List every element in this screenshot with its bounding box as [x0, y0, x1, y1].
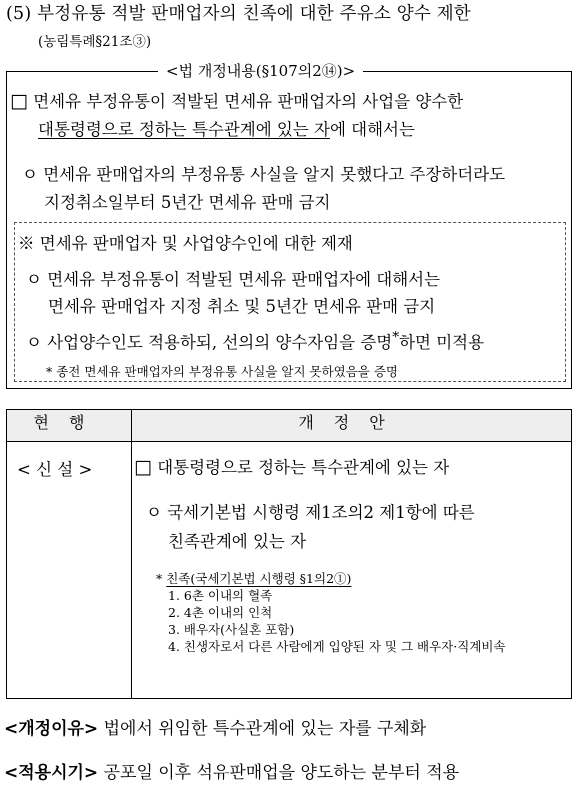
header-proposal: 개정안	[132, 410, 572, 442]
note-footnote: * 종전 면세유 판매업자의 부정유통 사실을 알지 못하였음을 증명	[46, 364, 398, 379]
table-row	[7, 442, 572, 699]
bullet-circle-icon: ㅇ	[26, 333, 42, 352]
reference-mark-icon: ※	[18, 234, 35, 253]
revision-label: <법 개정내용(§107의2⑭)>	[158, 60, 363, 81]
reason-text: 법에서 위임한 특수관계에 있는 자를 구체화	[103, 719, 427, 739]
revision-point-text1: 면세유 판매업자의 부정유통 사실을 알지 못했다고 주장하더라도	[43, 165, 506, 184]
checkbox-square-icon: □	[134, 456, 152, 478]
note-item2-line	[26, 329, 484, 353]
special-relation-underlined: 대통령령으로 정하는 특수관계에 있는 자	[38, 120, 330, 139]
note-item1-line2: 면세유 판매업자 지정 취소 및 5년간 면세유 판매 금지	[48, 297, 436, 316]
proposal-text: 대통령령으로 정하는 특수관계에 있는 자	[157, 458, 450, 477]
note-heading-line	[18, 230, 353, 254]
bullet-circle-icon: ㅇ	[22, 165, 38, 184]
footnote-star-icon: *	[156, 571, 163, 586]
list-item: 3. 배우자(사실혼 포함)	[168, 622, 295, 637]
revision-main-text1: 면세유 부정유통이 적발된 면세유 판매업자의 사업을 양수한	[33, 92, 464, 111]
section-title: (5) 부정유통 적발 판매업자의 친족에 대한 주유소 양수 제한	[6, 4, 471, 24]
proposal-line	[134, 454, 449, 478]
revision-main-line1	[10, 88, 463, 112]
note-item2-text: 사업양수인도 적용하되, 선의의 양수자임을 증명	[47, 333, 393, 352]
proposal-cell	[132, 442, 572, 699]
reason-line	[4, 714, 426, 739]
kin-title-line	[156, 570, 506, 587]
revision-main-line2	[38, 116, 415, 140]
effective-label: <적용시기>	[4, 763, 99, 783]
current-new-label: < 신 설 >	[17, 460, 93, 479]
proposal-sub-line1	[146, 499, 475, 523]
bullet-circle-icon: ㅇ	[146, 503, 162, 522]
note-item1-text1: 면세유 부정유통이 적발된 면세유 판매업자에 대해서는	[47, 270, 441, 289]
list-item: 1. 6촌 이내의 혈족	[168, 588, 273, 603]
current-cell	[7, 442, 132, 699]
list-item: 4. 친생자로서 다른 사람에게 입양된 자 및 그 배우자·직계비속	[168, 639, 506, 654]
effective-text: 공포일 이후 석유판매업을 양도하는 분부터 적용	[103, 763, 460, 783]
table-header-row	[7, 410, 572, 442]
bullet-circle-icon: ㅇ	[26, 270, 42, 289]
comparison-table	[6, 409, 572, 699]
list-item: 2. 4촌 이내의 인척	[168, 605, 273, 620]
effective-line	[4, 758, 459, 783]
revision-point-line1	[22, 161, 505, 185]
kin-title: 친족(국세기본법 시행령 §1의2①)	[166, 571, 352, 586]
note-heading: 면세유 판매업자 및 사업양수인에 대한 제재	[39, 234, 353, 253]
proposal-sub-line2: 친족관계에 있는 자	[168, 532, 307, 551]
proposal-sub-text1: 국세기본법 시행령 제1조의2 제1항에 따른	[167, 503, 475, 522]
header-current: 현행	[7, 410, 132, 442]
revision-main-text2-rest: 에 대해서는	[329, 120, 415, 139]
note-item2-tail: 하면 미적용	[399, 333, 485, 352]
kin-definition	[156, 570, 506, 655]
section-subtitle: (농림특례§21조③)	[38, 34, 152, 50]
footnote-star-icon: *	[392, 329, 400, 346]
note-item1-line1	[26, 266, 440, 290]
reason-label: <개정이유>	[4, 719, 99, 739]
revision-point-line2: 지정취소일부터 5년간 면세유 판매 금지	[44, 193, 331, 212]
checkbox-square-icon: □	[10, 90, 28, 112]
